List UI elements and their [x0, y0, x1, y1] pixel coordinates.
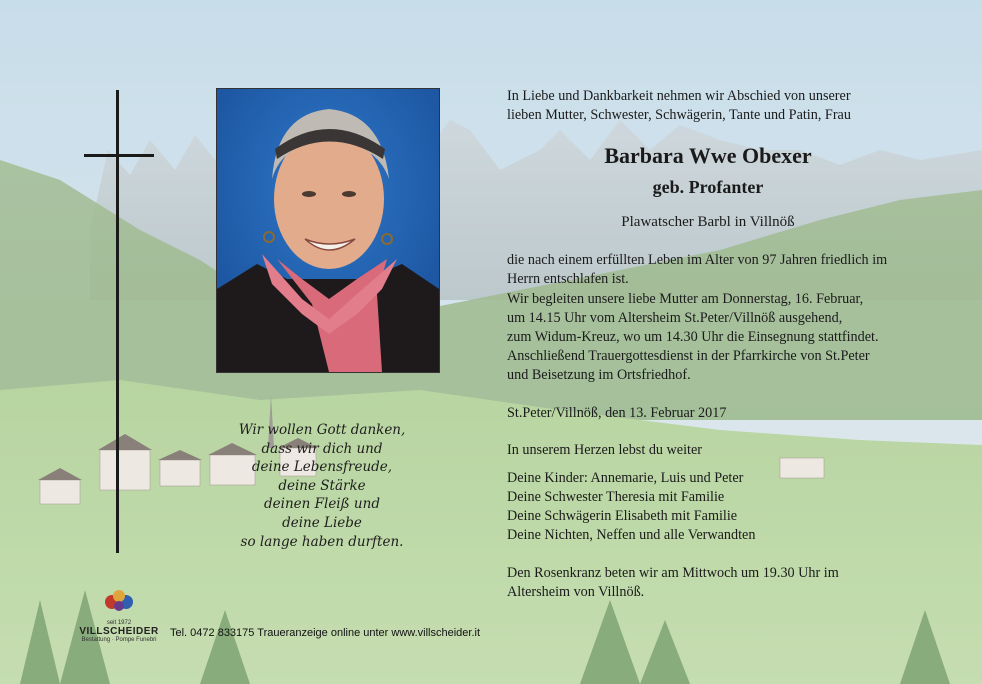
memory-line: In unserem Herzen lebst du weiter [507, 442, 703, 458]
memorial-quote [232, 421, 412, 551]
place-date: St.Peter/Villnöß, den 13. Februar 2017 [507, 405, 727, 421]
intro-line: In Liebe und Dankbarkeit nehmen wir Abschied von unserer [507, 88, 851, 104]
mourner-line: Deine Schwester Theresia mit Familie [507, 489, 725, 505]
intro-line: lieben Mutter, Schwester, Schwägerin, Tante und Patin, Frau [507, 107, 851, 123]
logo-tagline-top: seit 1972 [106, 620, 132, 626]
quote-line: deine Liebe [282, 514, 362, 531]
quote-line: Wir wollen Gott danken, [238, 422, 406, 438]
body-line: Herrn entschlafen ist. [507, 271, 629, 287]
mourner-line: Deine Kinder: Annemarie, Luis und Peter [507, 470, 744, 486]
quote-line: deine Stärke [278, 477, 366, 494]
nickname: Plawatscher Barbl in Villnöß [621, 214, 795, 230]
right-eye [342, 191, 356, 197]
logo-emblem-icon [102, 588, 136, 614]
maiden-name: geb. Profanter [652, 177, 764, 197]
footer-contact: Tel. 0472 833175 Traueranzeige online unter www.villscheider.it [170, 627, 481, 639]
deceased-name: Barbara Wwe Obexer [604, 143, 812, 168]
portrait-illustration [217, 89, 439, 372]
cross-horizontal-bar [84, 154, 154, 157]
rosary-line: Den Rosenkranz beten wir am Mittwoch um 19.30 Uhr im [507, 565, 839, 581]
logo-brand: VILLSCHEIDER [79, 626, 159, 637]
body-line: die nach einem erfüllten Leben im Alter von 97 Jahren friedlich im [507, 252, 888, 268]
quote-line: dass wir dich und [261, 440, 383, 457]
body-line: und Beisetzung im Ortsfriedhof. [507, 367, 691, 383]
body-line: Wir begleiten unsere liebe Mutter am Donnerstag, 16. Februar, [507, 291, 864, 307]
mourner-line: Deine Schwägerin Elisabeth mit Familie [507, 508, 738, 524]
body-line: zum Widum-Kreuz, wo um 14.30 Uhr die Einsegnung stattfindet. [507, 329, 879, 345]
villscheider-logo [74, 588, 164, 643]
quote-line: deinen Fleiß und [264, 496, 380, 513]
left-eye [302, 191, 316, 197]
body-line: Anschließend Trauergottesdienst in der Pfarrkirche von St.Peter [507, 348, 870, 364]
body-line: um 14.15 Uhr vom Altersheim St.Peter/Villnöß ausgehend, [507, 310, 843, 326]
rosary-line: Altersheim von Villnöß. [507, 584, 645, 600]
quote-line: so lange haben durften. [240, 533, 404, 550]
logo-tagline: Bestattung · Pompe Funebri [81, 637, 157, 643]
mourner-line: Deine Nichten, Neffen und alle Verwandten [507, 527, 756, 543]
portrait-photo [216, 88, 440, 373]
cross-vertical-bar [116, 90, 119, 553]
quote-line: deine Lebensfreude, [251, 459, 393, 476]
